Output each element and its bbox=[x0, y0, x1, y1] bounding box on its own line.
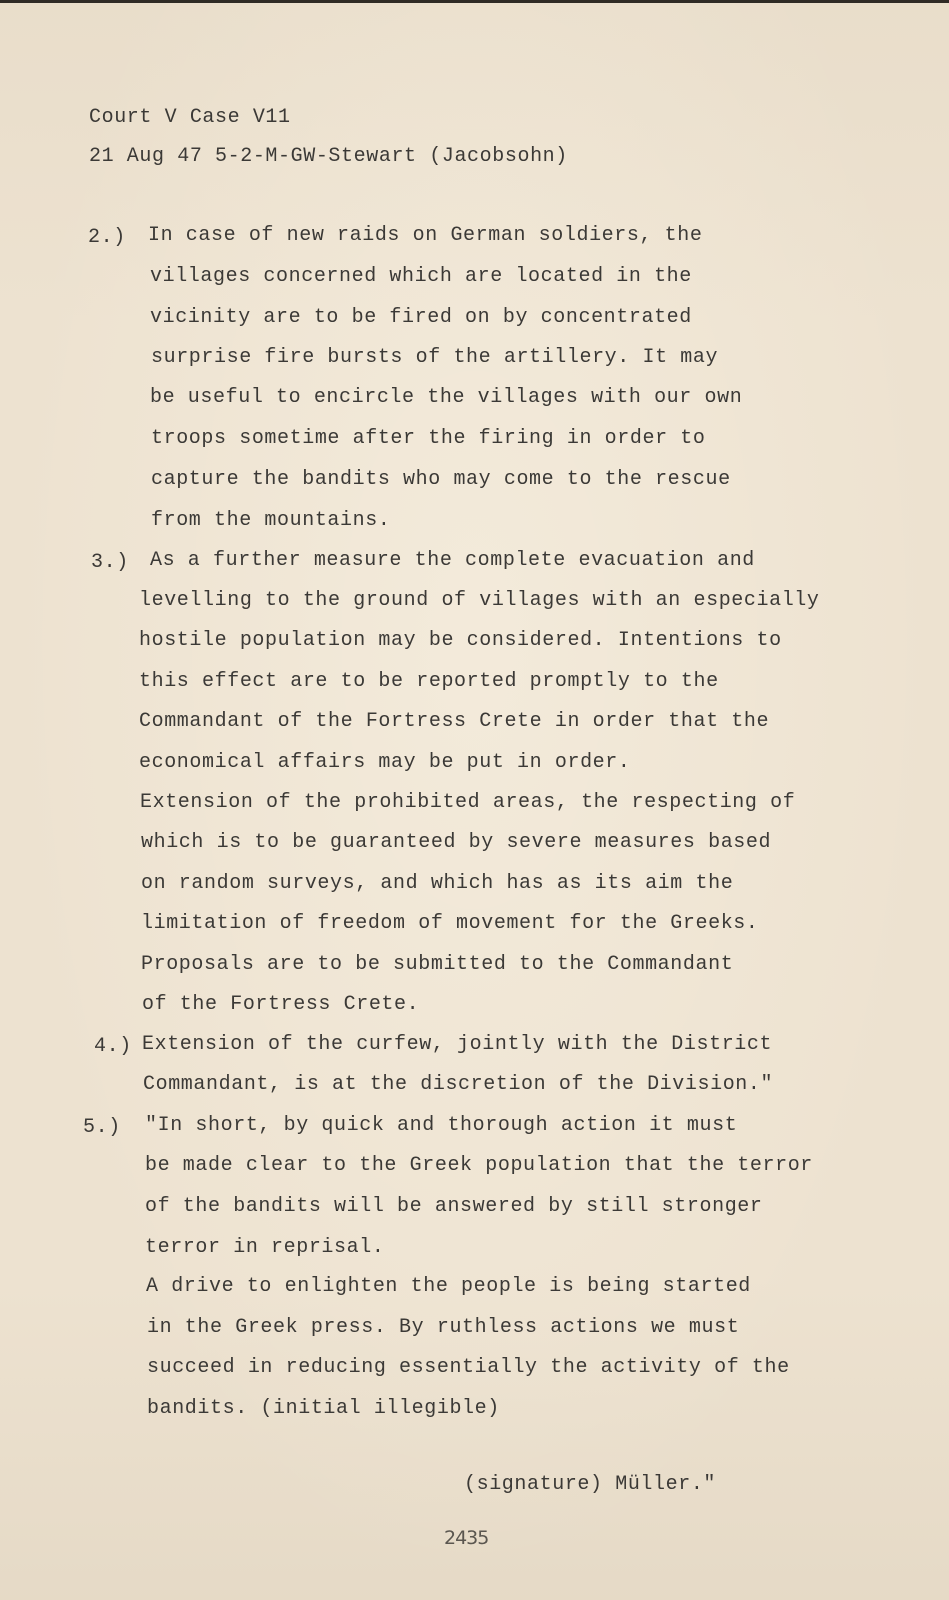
paragraph-line: succeed in reducing essentially the activity of the bbox=[147, 1356, 790, 1379]
paragraph-line: be made clear to the Greek population that the terror bbox=[145, 1154, 813, 1177]
paragraph-line: of the Fortress Crete. bbox=[142, 993, 420, 1016]
court-case-header: Court V Case V11 bbox=[89, 106, 291, 129]
paragraph-line: "In short, by quick and thorough action it must bbox=[145, 1114, 738, 1137]
paragraph-line: vicinity are to be fired on by concentrated bbox=[150, 306, 692, 329]
paragraph-line: A drive to enlighten the people is being started bbox=[146, 1275, 751, 1298]
date-reference-header: 21 Aug 47 5-2-M-GW-Stewart (Jacobsohn) bbox=[89, 145, 568, 168]
paragraph-line: on random surveys, and which has as its aim the bbox=[141, 872, 734, 895]
paragraph-line: Commandant of the Fortress Crete in order that the bbox=[139, 710, 770, 733]
paragraph-line: from the mountains. bbox=[151, 509, 391, 532]
paragraph-line: In case of new raids on German soldiers, the bbox=[148, 224, 703, 247]
item-number: 4.) bbox=[94, 1035, 132, 1058]
paragraph-line: Extension of the curfew, jointly with the District bbox=[142, 1033, 773, 1056]
item-number: 3.) bbox=[91, 551, 129, 574]
paragraph-line: terror in reprisal. bbox=[145, 1236, 385, 1259]
paragraph-line: be useful to encircle the villages with our own bbox=[150, 386, 743, 409]
paragraph-line: economical affairs may be put in order. bbox=[139, 751, 631, 774]
item-number: 2.) bbox=[88, 226, 126, 249]
paragraph-line: troops sometime after the firing in order to bbox=[151, 427, 706, 450]
paragraph-line: of the bandits will be answered by still stronger bbox=[145, 1195, 763, 1218]
paragraph-line: capture the bandits who may come to the rescue bbox=[151, 468, 731, 491]
paragraph-line: this effect are to be reported promptly to the bbox=[139, 670, 719, 693]
page-number: 2435 bbox=[444, 1527, 489, 1549]
paragraph-line: Commandant, is at the discretion of the Division." bbox=[143, 1073, 774, 1096]
paragraph-line: in the Greek press. By ruthless actions we must bbox=[147, 1316, 740, 1339]
paragraph-line: limitation of freedom of movement for the Greeks. bbox=[141, 912, 759, 935]
page-top-edge bbox=[0, 0, 949, 3]
paragraph-line: surprise fire bursts of the artillery. It may bbox=[151, 346, 719, 369]
paragraph-line: villages concerned which are located in the bbox=[150, 265, 692, 288]
paragraph-line: As a further measure the complete evacuation and bbox=[150, 549, 755, 572]
paragraph-line: Proposals are to be submitted to the Commandant bbox=[141, 953, 734, 976]
paragraph-line: bandits. (initial illegible) bbox=[147, 1397, 500, 1420]
paragraph-line: levelling to the ground of villages with an especially bbox=[139, 589, 820, 612]
paragraph-line: hostile population may be considered. Intentions to bbox=[139, 629, 782, 652]
paragraph-line: which is to be guaranteed by severe measures based bbox=[141, 831, 772, 854]
signature-line: (signature) Müller." bbox=[464, 1473, 717, 1496]
paragraph-line: Extension of the prohibited areas, the respecting of bbox=[140, 791, 796, 814]
item-number: 5.) bbox=[83, 1116, 121, 1139]
